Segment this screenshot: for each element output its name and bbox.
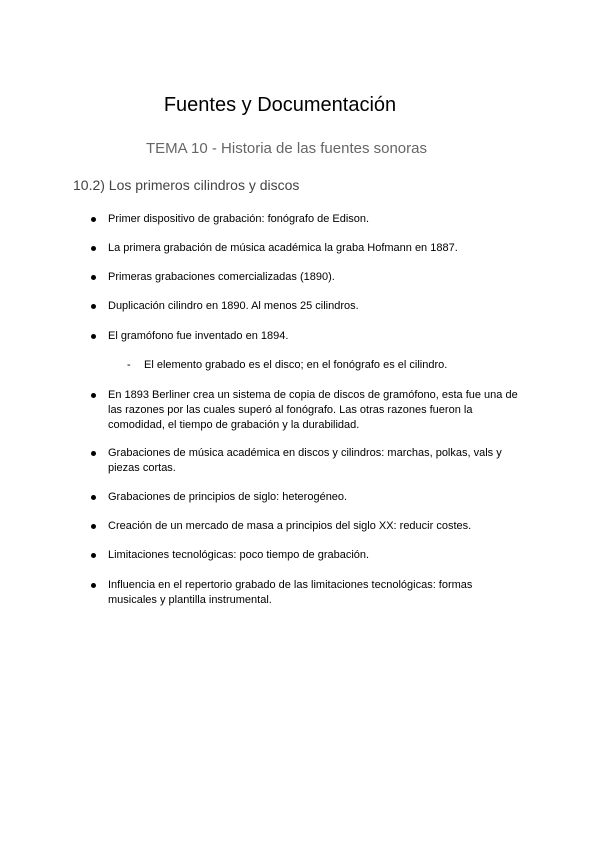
list-item xyxy=(108,548,518,563)
bullet-dot-icon xyxy=(91,393,96,398)
list-item-text: Primeras grabaciones comercializadas (1890). xyxy=(108,271,335,283)
bullet-dot-icon xyxy=(91,246,96,251)
list-item xyxy=(108,329,518,344)
list-item xyxy=(108,388,518,433)
list-item xyxy=(108,490,518,505)
list-item-text: Grabaciones de principios de siglo: heterogéneo. xyxy=(108,491,348,503)
bullet-dot-icon xyxy=(91,275,96,280)
bullet-dot-icon xyxy=(91,495,96,500)
document-subtitle: TEMA 10 - Historia de las fuentes sonoras xyxy=(146,140,427,157)
bullet-dot-icon xyxy=(91,524,96,529)
list-item-text: Influencia en el repertorio grabado de las limitaciones tecnológicas: formas musicales y plantilla instrumental. xyxy=(108,579,473,606)
list-item-text: Primer dispositivo de grabación: fonógrafo de Edison. xyxy=(108,213,370,225)
list-item-text: La primera grabación de música académica la graba Hofmann en 1887. xyxy=(108,242,458,254)
list-item-text: Limitaciones tecnológicas: poco tiempo de grabación. xyxy=(108,549,370,561)
bullet-dot-icon xyxy=(91,334,96,339)
list-item-text: El gramófono fue inventado en 1894. xyxy=(108,330,289,342)
list-item xyxy=(108,270,518,285)
bullet-dot-icon xyxy=(91,451,96,456)
section-heading: 10.2) Los primeros cilindros y discos xyxy=(73,177,300,193)
list-item xyxy=(108,578,518,608)
bullet-dot-icon xyxy=(91,553,96,558)
list-item-text: En 1893 Berliner crea un sistema de copia de discos de gramófono, esta fue una de las razones por las cuales superó al fonógrafo. Las otras razones fueron la comodidad, el tiempo de grabación y la durabilidad. xyxy=(108,389,518,431)
bullet-dot-icon xyxy=(91,583,96,588)
list-item xyxy=(108,212,518,227)
list-item xyxy=(108,446,518,476)
sub-list-item-text: El elemento grabado es el disco; en el fonógrafo es el cilindro. xyxy=(144,359,448,371)
list-item-text: Duplicación cilindro en 1890. Al menos 25 cilindros. xyxy=(108,300,359,312)
bullet-dot-icon xyxy=(91,304,96,309)
sub-list-item xyxy=(127,358,524,373)
list-item xyxy=(108,519,518,534)
list-item-text: Creación de un mercado de masa a principios del siglo XX: reducir costes. xyxy=(108,520,472,532)
list-item xyxy=(108,299,518,314)
list-item xyxy=(108,241,518,256)
list-item-text: Grabaciones de música académica en discos y cilindros: marchas, polkas, vals y piezas cortas. xyxy=(108,447,502,474)
dash-marker: - xyxy=(127,359,131,371)
bullet-dot-icon xyxy=(91,217,96,222)
document-title: Fuentes y Documentación xyxy=(163,94,397,116)
